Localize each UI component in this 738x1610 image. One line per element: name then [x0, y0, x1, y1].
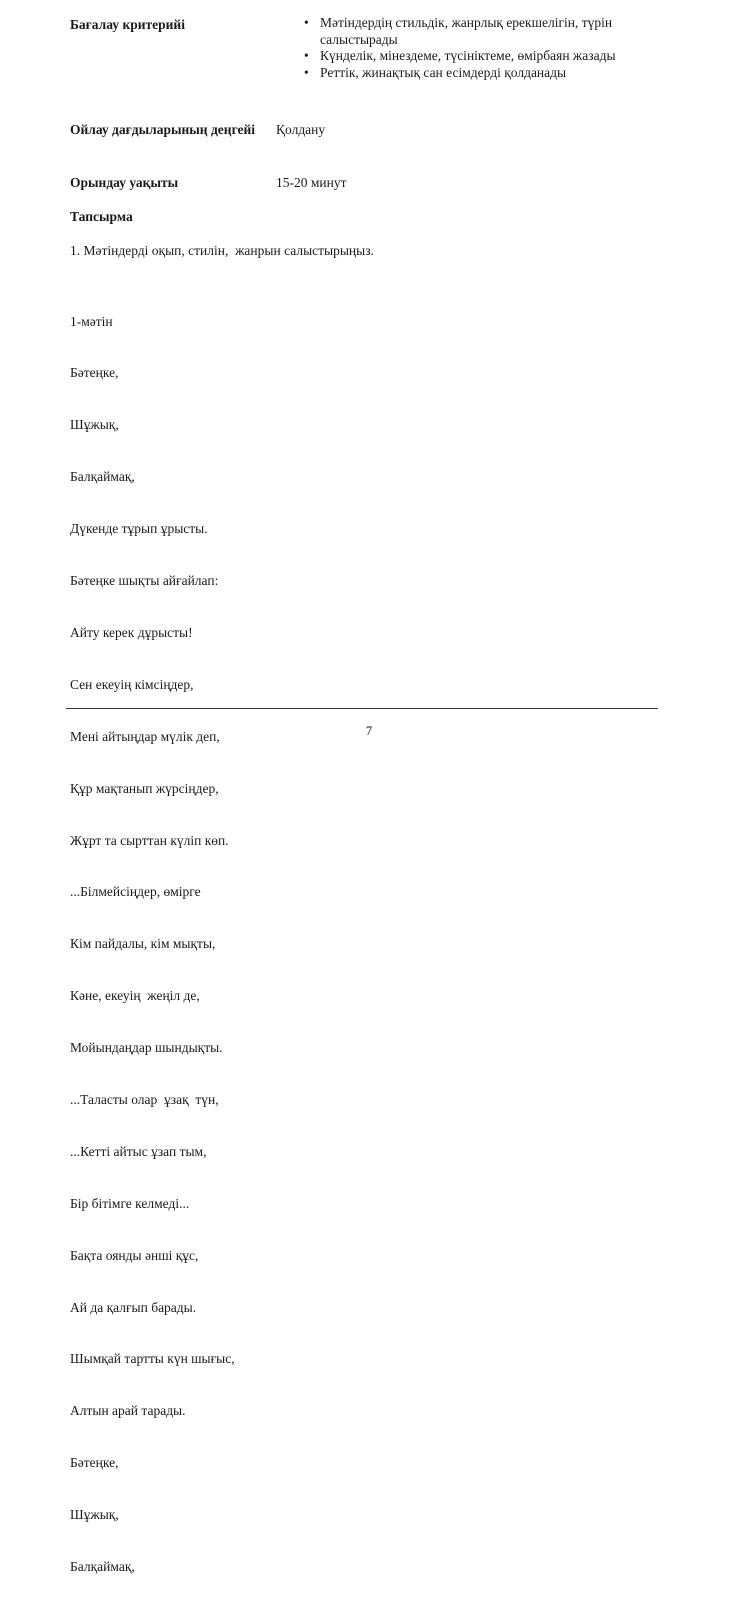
bullet-icon: •: [304, 64, 309, 80]
task-heading: Тапсырма: [70, 209, 133, 224]
criteria-item: [304, 65, 634, 82]
poem-line: Бәтеңке,: [70, 365, 119, 381]
poem-line: Айту керек дұрысты!: [70, 624, 193, 640]
bullet-icon: •: [304, 15, 309, 30]
criteria-label: Бағалау критерийі: [70, 17, 185, 32]
poem-line: Шұжық,: [70, 1507, 119, 1523]
poem-line: ...Білмейсіңдер, өмірге: [70, 884, 201, 900]
poem-line: Бір бітімге келмеді...: [70, 1195, 190, 1211]
thinking-level-value: Қолдану: [276, 122, 326, 137]
poem-line: Балқаймақ,: [70, 1558, 135, 1574]
footer-divider: [66, 708, 658, 709]
poem-line: Балқаймақ,: [70, 469, 135, 485]
poem-line: Бәтеңке,: [70, 1455, 119, 1471]
poem-text: [70, 278, 235, 1610]
task-question: 1. Мәтіндерді оқып, стилін, жанрын салыстырыңыз.: [70, 243, 374, 258]
poem-line: Шұжық,: [70, 417, 119, 433]
criteria-item: [304, 48, 634, 65]
poem-line: Жұрт та сырттан күліп көп.: [70, 832, 229, 848]
poem-line: Мені айтыңдар мүлік деп,: [70, 728, 220, 744]
poem-line: 1-мәтін: [70, 313, 113, 329]
poem-line: ...Кетті айтыс ұзап тым,: [70, 1143, 207, 1159]
criteria-item-text: Реттік, жинақтық сан есімдерді қолданады: [320, 64, 567, 80]
time-value: 15-20 минут: [276, 175, 347, 190]
poem-line: ...Таласты олар ұзақ түн,: [70, 1091, 219, 1107]
poem-line: Бақта оянды әнші құс,: [70, 1247, 199, 1263]
criteria-item: [304, 15, 634, 48]
poem-line: Кәне, екеуің жеңіл де,: [70, 988, 200, 1004]
time-label: Орындау уақыты: [70, 175, 179, 190]
poem-line: Шымқай тартты күн шығыс,: [70, 1351, 235, 1367]
poem-line: Құр мақтанып жүрсіңдер,: [70, 780, 219, 796]
poem-line: Алтын арай тарады.: [70, 1403, 186, 1419]
poem-line: Мойындаңдар шындықты.: [70, 1040, 223, 1056]
poem-line: Дүкенде тұрып ұрысты.: [70, 521, 208, 537]
thinking-level-label: Ойлау дағдыларының деңгейі: [70, 122, 256, 137]
page-number: 7: [365, 724, 373, 738]
poem-line: Бәтеңке шықты айғайлап:: [70, 573, 219, 589]
criteria-item-text: Күнделік, мінездеме, түсініктеме, өмірбаян жазады: [320, 48, 616, 63]
criteria-list: [304, 15, 634, 81]
bullet-icon: •: [304, 48, 309, 63]
poem-line: Сен екеуің кімсіңдер,: [70, 676, 194, 692]
poem-line: Кім пайдалы, кім мықты,: [70, 936, 216, 952]
criteria-item-text: Мәтіндердің стильдік, жанрлық ерекшелігін, түрін салыстырады: [320, 15, 613, 47]
poem-line: Ай да қалғып барады.: [70, 1299, 197, 1315]
